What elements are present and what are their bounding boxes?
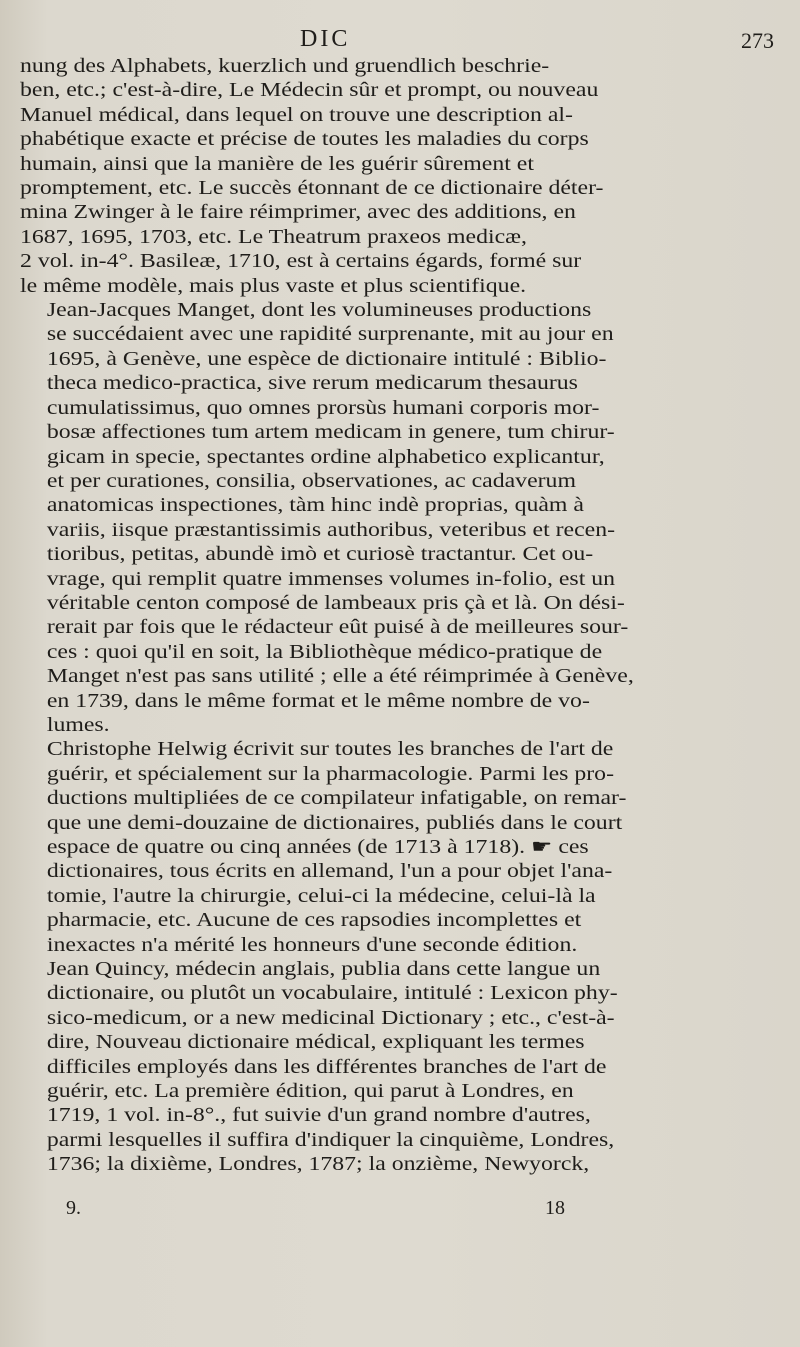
- text-line: Christophe Helwig écrivit sur toutes les branches de l'art de: [46, 739, 614, 761]
- paragraph: [20, 958, 786, 1178]
- text-line: difficiles employés dans les différentes branches de l'art de: [46, 1056, 607, 1078]
- running-head: DIC: [300, 26, 351, 52]
- text-line: humain, ainsi que la manière de les guérir sûrement et: [20, 153, 534, 175]
- text-line: que une demi-douzaine de dictionaires, publiés dans le court: [46, 812, 623, 834]
- text-line: pharmacie, etc. Aucune de ces rapsodies incomplettes et: [46, 910, 582, 932]
- text-line: guérir, et spécialement sur la pharmacologie. Parmi les pro-: [46, 763, 615, 785]
- text-line: promptement, etc. Le succès étonnant de ce dictionaire déter-: [20, 178, 604, 200]
- text-line: 2 vol. in-4°. Basileæ, 1710, est à certains égards, formé sur: [20, 251, 582, 273]
- body-text: [20, 55, 786, 1178]
- text-line: guérir, etc. La première édition, qui parut à Londres, en: [46, 1081, 574, 1103]
- text-line: 1736; la dixième, Londres, 1787; la onzième, Newyorck,: [46, 1154, 590, 1176]
- text-line: nung des Alphabets, kuerzlich und gruendlich beschrie-: [20, 56, 550, 77]
- text-line: ductions multipliées de ce compilateur infatigable, on remar-: [46, 788, 627, 810]
- text-line: ben, etc.; c'est-à-dire, Le Médecin sûr et prompt, ou nouveau: [20, 80, 599, 102]
- text-line: sico-medicum, or a new medicinal Dictionary ; etc., c'est-à-: [46, 1007, 615, 1029]
- page-number: 273: [741, 28, 774, 53]
- text-line: dictionaire, ou plutôt un vocabulaire, intitulé : Lexicon phy-: [46, 983, 618, 1005]
- text-line: theca medico-practica, sive rerum medicarum thesaurus: [46, 373, 578, 395]
- text-line: espace de quatre ou cinq années (de 1713 à 1718). ☛ ces: [46, 837, 589, 858]
- text-line: Jean-Jacques Manget, dont les volumineuses productions: [46, 300, 592, 322]
- paragraph: [20, 738, 786, 958]
- text-line: vrage, qui remplit quatre immenses volumes in-folio, est un: [46, 568, 616, 590]
- signature-mark: 9.: [66, 1197, 81, 1219]
- text-line: anatomicas inspectiones, tàm hinc indè proprias, quàm à: [46, 495, 584, 517]
- text-line: et per curationes, consilia, observationes, ac cadaverum: [46, 470, 576, 492]
- text-line: phabétique exacte et précise de toutes les maladies du corps: [20, 129, 589, 151]
- text-line: dire, Nouveau dictionaire médical, expliquant les termes: [46, 1032, 585, 1054]
- text-line: 1719, 1 vol. in-8°., fut suivie d'un grand nombre d'autres,: [46, 1105, 591, 1127]
- text-line: 1695, à Genève, une espèce de dictionaire intitulé : Biblio-: [46, 348, 607, 370]
- paragraph: [20, 55, 786, 299]
- text-line: dictionaires, tous écrits en allemand, l'un a pour objet l'ana-: [46, 861, 613, 883]
- text-line: Jean Quincy, médecin anglais, publia dans cette langue un: [46, 959, 601, 981]
- text-line: parmi lesquelles il suffira d'indiquer la cinquième, Londres,: [46, 1129, 615, 1151]
- text-line: le même modèle, mais plus vaste et plus scientifique.: [20, 275, 527, 297]
- page-footer: [0, 1197, 800, 1227]
- text-line: inexactes n'a mérité les honneurs d'une seconde édition.: [46, 934, 578, 956]
- text-line: rerait par fois que le rédacteur eût puisé à de meilleures sour-: [46, 617, 629, 639]
- text-line: Manget n'est pas sans utilité ; elle a été réimprimée à Genève,: [46, 666, 634, 688]
- text-line: gicam in specie, spectantes ordine alphabetico explicantur,: [46, 446, 605, 468]
- text-line: lumes.: [46, 714, 110, 736]
- text-line: véritable centon composé de lambeaux pris çà et là. On dési-: [46, 592, 625, 614]
- text-line: mina Zwinger à le faire réimprimer, avec des additions, en: [20, 202, 576, 224]
- page-header: [0, 26, 800, 58]
- text-line: variis, iisque præstantissimis authoribus, veteribus et recen-: [46, 519, 616, 541]
- text-line: ces : quoi qu'il en soit, la Bibliothèque médico-pratique de: [46, 641, 603, 663]
- paragraph: [20, 299, 786, 738]
- text-line: tomie, l'autre la chirurgie, celui-ci la médecine, celui-là la: [46, 885, 596, 907]
- text-line: cumulatissimus, quo omnes prorsùs humani corporis mor-: [46, 397, 600, 419]
- text-line: se succédaient avec une rapidité surprenante, mit au jour en: [46, 324, 614, 346]
- text-line: 1687, 1695, 1703, etc. Le Theatrum praxeos medicæ,: [20, 226, 527, 248]
- text-line: en 1739, dans le même format et le même nombre de vo-: [46, 690, 590, 712]
- sheet-number: 18: [545, 1197, 565, 1219]
- text-line: tioribus, petitas, abundè imò et curiosè tractantur. Cet ou-: [46, 544, 594, 566]
- text-line: Manuel médical, dans lequel on trouve une description al-: [20, 104, 573, 126]
- text-line: bosæ affectiones tum artem medicam in genere, tum chirur-: [46, 422, 615, 444]
